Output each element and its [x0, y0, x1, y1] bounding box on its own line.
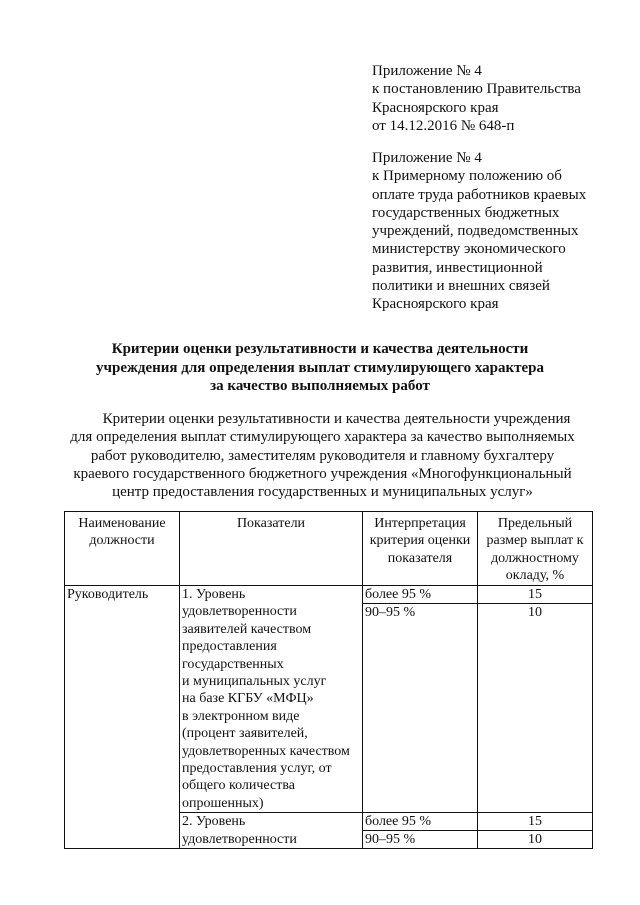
indicator-text: удовлетворенных качеством	[182, 743, 350, 759]
title-line: за качество выполняемых работ	[210, 378, 430, 394]
criterion: более 95 %	[363, 813, 477, 831]
header-text: окладу, %	[505, 568, 565, 584]
document-title	[60, 340, 580, 396]
title-line: учреждения для определения выплат стимулирующего характера	[96, 359, 544, 376]
appendix-line: Красноярского края	[372, 99, 499, 116]
limit-value: 10	[528, 605, 542, 620]
intro-line: для определения выплат стимулирующего характера за качество выполняемых	[70, 429, 575, 446]
header-indicators	[180, 512, 363, 586]
indicator-text: на базе КГБУ «МФЦ»	[182, 691, 314, 707]
appendix-header-2	[372, 149, 586, 314]
criterion: 90–95 %	[365, 832, 416, 848]
header-text: показателя	[387, 550, 453, 566]
indicator-text: (процент заявителей,	[182, 726, 308, 742]
appendix-line: к Примерному положению об	[372, 168, 562, 185]
header-text: Интерпретация	[374, 516, 466, 531]
header-text: должностному	[491, 550, 579, 566]
header-text: должности	[89, 533, 155, 549]
position-cell: Руководитель	[65, 586, 180, 849]
indicator-text: и муниципальных услуг	[182, 674, 327, 690]
interpretation-cell	[363, 586, 478, 813]
indicator-text: опрошенных)	[182, 795, 264, 811]
table-row	[65, 586, 593, 813]
intro-line: работ руководителю, заместителям руководителя и главному бухгалтеру	[90, 447, 555, 464]
appendix-line: оплате труда работников краевых	[372, 186, 587, 203]
header-text: размер выплат к	[486, 533, 584, 549]
indicator-text: предоставления	[182, 639, 277, 655]
appendix-line: государственных бюджетных	[372, 204, 560, 221]
appendix-header-1	[372, 62, 581, 135]
indicator-text: 2. Уровень	[182, 814, 246, 830]
indicator-text: государственных	[182, 656, 284, 672]
indicator-text: заявителей качеством	[182, 621, 312, 637]
criteria-table	[64, 511, 593, 849]
title-line: Критерии оценки результативности и качества деятельности	[111, 341, 529, 357]
interpretation-cell	[363, 813, 478, 849]
limit-cell	[478, 813, 593, 849]
indicator-text: удовлетворенности	[182, 604, 297, 620]
indicator-text: общего количества	[182, 778, 295, 794]
appendix-line: от 14.12.2016 № 648-п	[372, 117, 515, 134]
indicator-text: 1. Уровень	[182, 587, 246, 602]
appendix-line: к постановлению Правительства	[372, 81, 581, 98]
appendix-line: учреждений, подведомственных	[372, 223, 579, 240]
criterion: 90–95 %	[365, 605, 416, 620]
indicator-text: удовлетворенности	[182, 831, 297, 847]
limit-value: 10	[528, 832, 542, 848]
header-text: Наименование	[78, 516, 166, 531]
header-text: Показатели	[236, 516, 306, 531]
header-text: критерия оценки	[369, 533, 471, 549]
header-position	[65, 512, 180, 586]
appendix-line: политики и внешних связей	[372, 278, 550, 295]
limit-value: 15	[478, 813, 592, 831]
limit-cell	[478, 586, 593, 813]
intro-paragraph	[50, 410, 595, 501]
indicator-text: в электронном виде	[182, 708, 300, 724]
appendix-line: развития, инвестиционной	[372, 259, 543, 276]
header-limit	[478, 512, 593, 586]
criterion: более 95 %	[363, 586, 477, 604]
appendix-line: Красноярского края	[372, 296, 499, 313]
indicator-cell	[180, 813, 363, 849]
table-header-row	[65, 512, 593, 586]
indicator-cell	[180, 586, 363, 813]
intro-line: краевого государственного бюджетного учреждения «Многофункциональный	[73, 465, 572, 482]
limit-value: 15	[478, 586, 592, 604]
intro-line: центр предоставления государственных и муниципальных услуг»	[112, 484, 533, 501]
indicator-text: предоставления услуг, от	[182, 761, 332, 777]
appendix-line: министерству экономического	[372, 241, 566, 258]
appendix-line: Приложение № 4	[372, 63, 482, 79]
header-interpretation	[363, 512, 478, 586]
header-text: Предельный	[497, 516, 573, 531]
intro-line: Критерии оценки результативности и качества деятельности учреждения	[102, 411, 571, 427]
appendix-line: Приложение № 4	[372, 150, 482, 166]
